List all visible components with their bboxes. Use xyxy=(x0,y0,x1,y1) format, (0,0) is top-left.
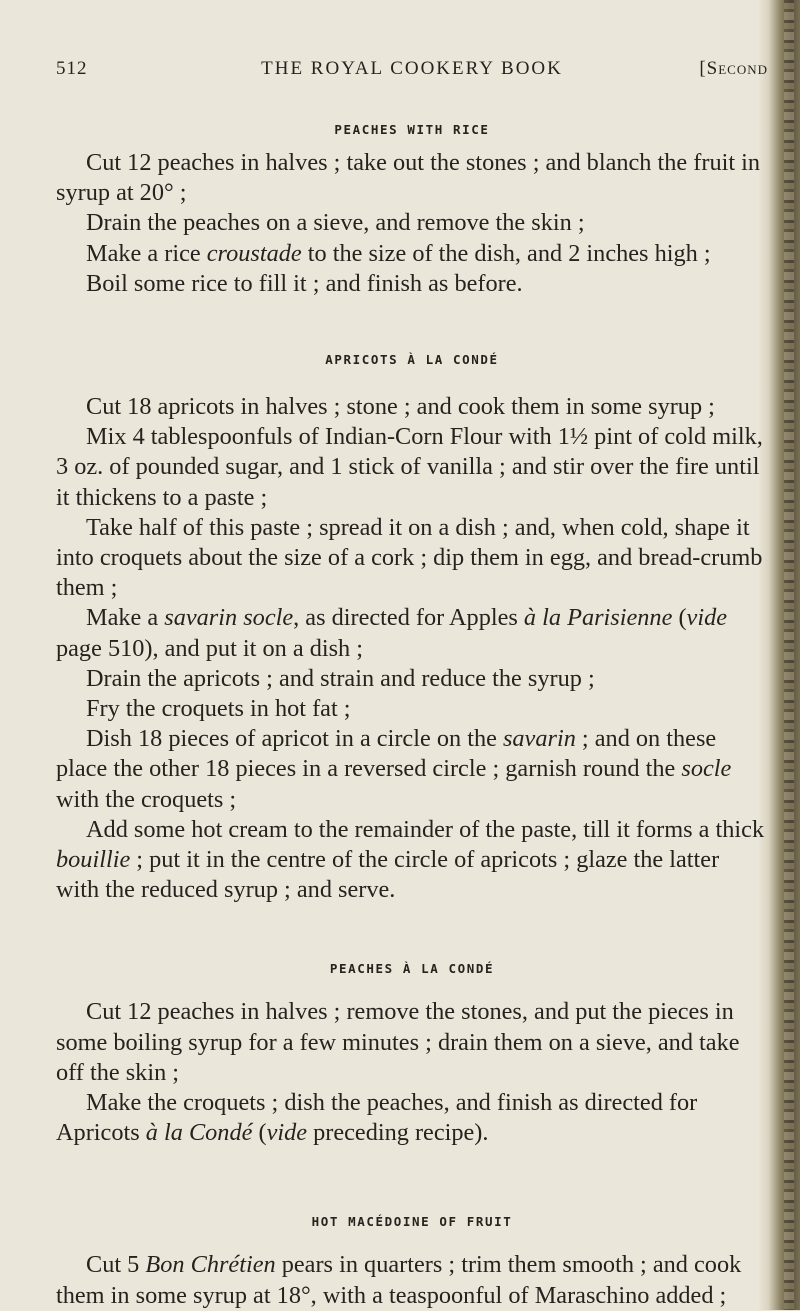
recipe-step: Drain the apricots ; and strain and reduce the syrup ; xyxy=(86,664,595,692)
recipe-step: Add some hot cream to the remainder of the paste, till it forms a thick bouillie ; put it in the centre of the circle of apricots ; glaze the latter with the reduced syrup ; and serve. xyxy=(56,815,765,904)
recipe-step: Boil some rice to fill it ; and finish as before. xyxy=(86,269,523,297)
recipe-title: PEACHES À LA CONDÉ xyxy=(329,961,495,977)
recipe-step: Cut 18 apricots in halves ; stone ; and cook them in some syrup ; xyxy=(86,393,715,421)
recipe-step: Fry the croquets in hot fat ; xyxy=(86,695,351,723)
recipe-step: Cut 12 peaches in halves ; take out the stones ; and blanch the fruit in syrup at 20° ; xyxy=(56,149,761,207)
book-title: THE ROYAL COOKERY BOOK xyxy=(261,58,563,79)
recipe-step: Take half of this paste ; spread it on a dish ; and, when cold, shape it into croquets about the size of a cork ; dip them in egg, and bread-crumb them ; xyxy=(56,513,763,602)
recipe-step: Make a rice croustade to the size of the dish, and 2 inches high ; xyxy=(86,239,711,267)
recipe-step: Cut 12 peaches in halves ; remove the stones, and put the pieces in some boiling syrup for a few minutes ; drain them on a sieve, and take off the skin ; xyxy=(56,998,740,1086)
recipe-steps xyxy=(56,1250,768,1310)
page-number: 512 xyxy=(56,58,88,79)
recipe-title: HOT MACÉDOINE OF FRUIT xyxy=(311,1214,513,1230)
recipe-step: Mix 4 tablespoonfuls of Indian-Corn Flour with 1½ pint of cold milk, 3 oz. of pounded sugar, and 1 stick of vanilla ; and stir over the fire until it thickens to a paste ; xyxy=(56,423,763,511)
recipe-steps xyxy=(56,148,768,299)
recipe-steps xyxy=(56,997,768,1148)
recipe-step: Make a savarin socle, as directed for Apples à la Parisienne (vide page 510), and put it on a dish ; xyxy=(56,604,728,662)
section-label: [Second xyxy=(699,58,768,79)
recipe-steps xyxy=(56,392,768,905)
recipe-step: Cut 5 Bon Chrétien pears in quarters ; trim them smooth ; and cook them in some syrup at 18°, with a teaspoonful of Maraschino added ; xyxy=(56,1251,742,1309)
recipe-step: Drain the peaches on a sieve, and remove the skin ; xyxy=(86,209,585,237)
recipe-title: PEACHES WITH RICE xyxy=(334,122,490,137)
recipe-step: Make the croquets ; dish the peaches, and finish as directed for Apricots à la Condé (vide preceding recipe). xyxy=(56,1089,698,1147)
recipe-step: Dish 18 pieces of apricot in a circle on the savarin ; and on these place the other 18 pieces in a reversed circle ; garnish round the socle with the croquets ; xyxy=(56,725,732,813)
recipe-content xyxy=(56,122,768,1311)
recipe-title: APRICOTS À LA CONDÉ xyxy=(325,352,499,368)
